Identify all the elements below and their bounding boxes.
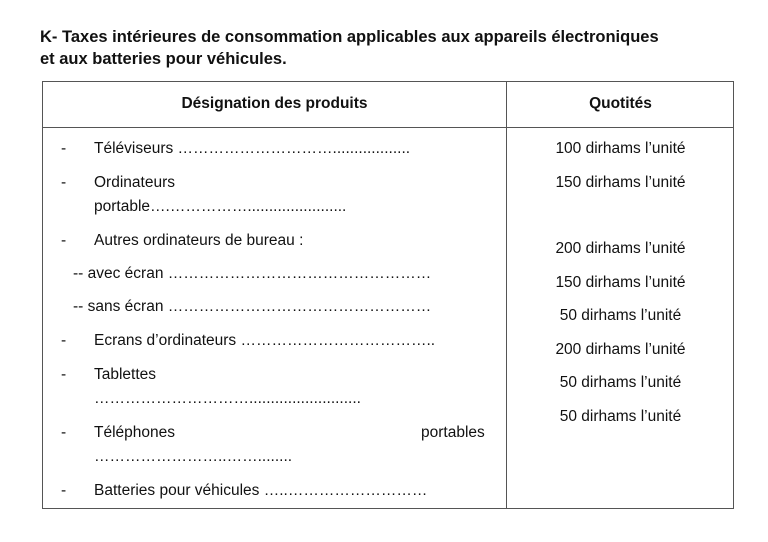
quotite-value: 200 dirhams l’unité [555,240,686,257]
quotite-value: 100 dirhams l’unité [555,140,686,157]
product-autres-ordinateurs: Autres ordinateurs de bureau : [94,232,304,249]
row-dash: - [61,232,67,249]
quotite-value: 150 dirhams l’unité [555,274,686,291]
quotite-value: 200 dirhams l’unité [555,341,686,358]
product-telephones: Téléphones [94,424,176,441]
quotite-value: 50 dirhams l’unité [559,408,682,425]
product-batteries: Batteries pour véhicules …..……………………… [94,482,428,499]
row-dash: - [61,140,67,157]
product-televiseurs: Téléviseurs ………………………….................. [94,140,411,157]
product-tablettes: Tablettes [94,366,157,383]
product-sans-ecran: -- sans écran …………………………………………… [73,298,432,315]
product-telephones-continuation: ……………………..……........ [94,448,293,465]
tax-table [42,81,734,509]
row-dash: - [61,482,67,499]
quotite-value: 50 dirhams l’unité [559,307,682,324]
row-dash: - [61,366,67,383]
heading-line-2: et aux batteries pour véhicules. [40,50,287,68]
row-dash: - [61,424,67,441]
quotite-value: 50 dirhams l’unité [559,374,682,391]
heading-line-1: K- Taxes intérieures de consommation applicables aux appareils électroniques [40,28,659,46]
row-dash: - [61,332,67,349]
product-ecrans-ordinateurs: Ecrans d’ordinateurs ……………………………….. [94,332,436,349]
column-header-designation: Désignation des produits [181,95,368,112]
product-ordinateurs-continuation: portable….……………....................... [94,198,347,215]
header-divider [43,127,733,128]
product-avec-ecran: -- avec écran …………………………………………… [73,265,432,282]
product-telephones-portables: portables [421,424,485,441]
product-tablettes-continuation: ………………………….......................... [94,390,361,407]
product-ordinateurs: Ordinateurs [94,174,175,191]
section-heading [40,26,750,70]
row-dash: - [61,174,67,191]
column-header-quotites: Quotités [589,95,652,112]
quotite-value: 150 dirhams l’unité [555,174,686,191]
